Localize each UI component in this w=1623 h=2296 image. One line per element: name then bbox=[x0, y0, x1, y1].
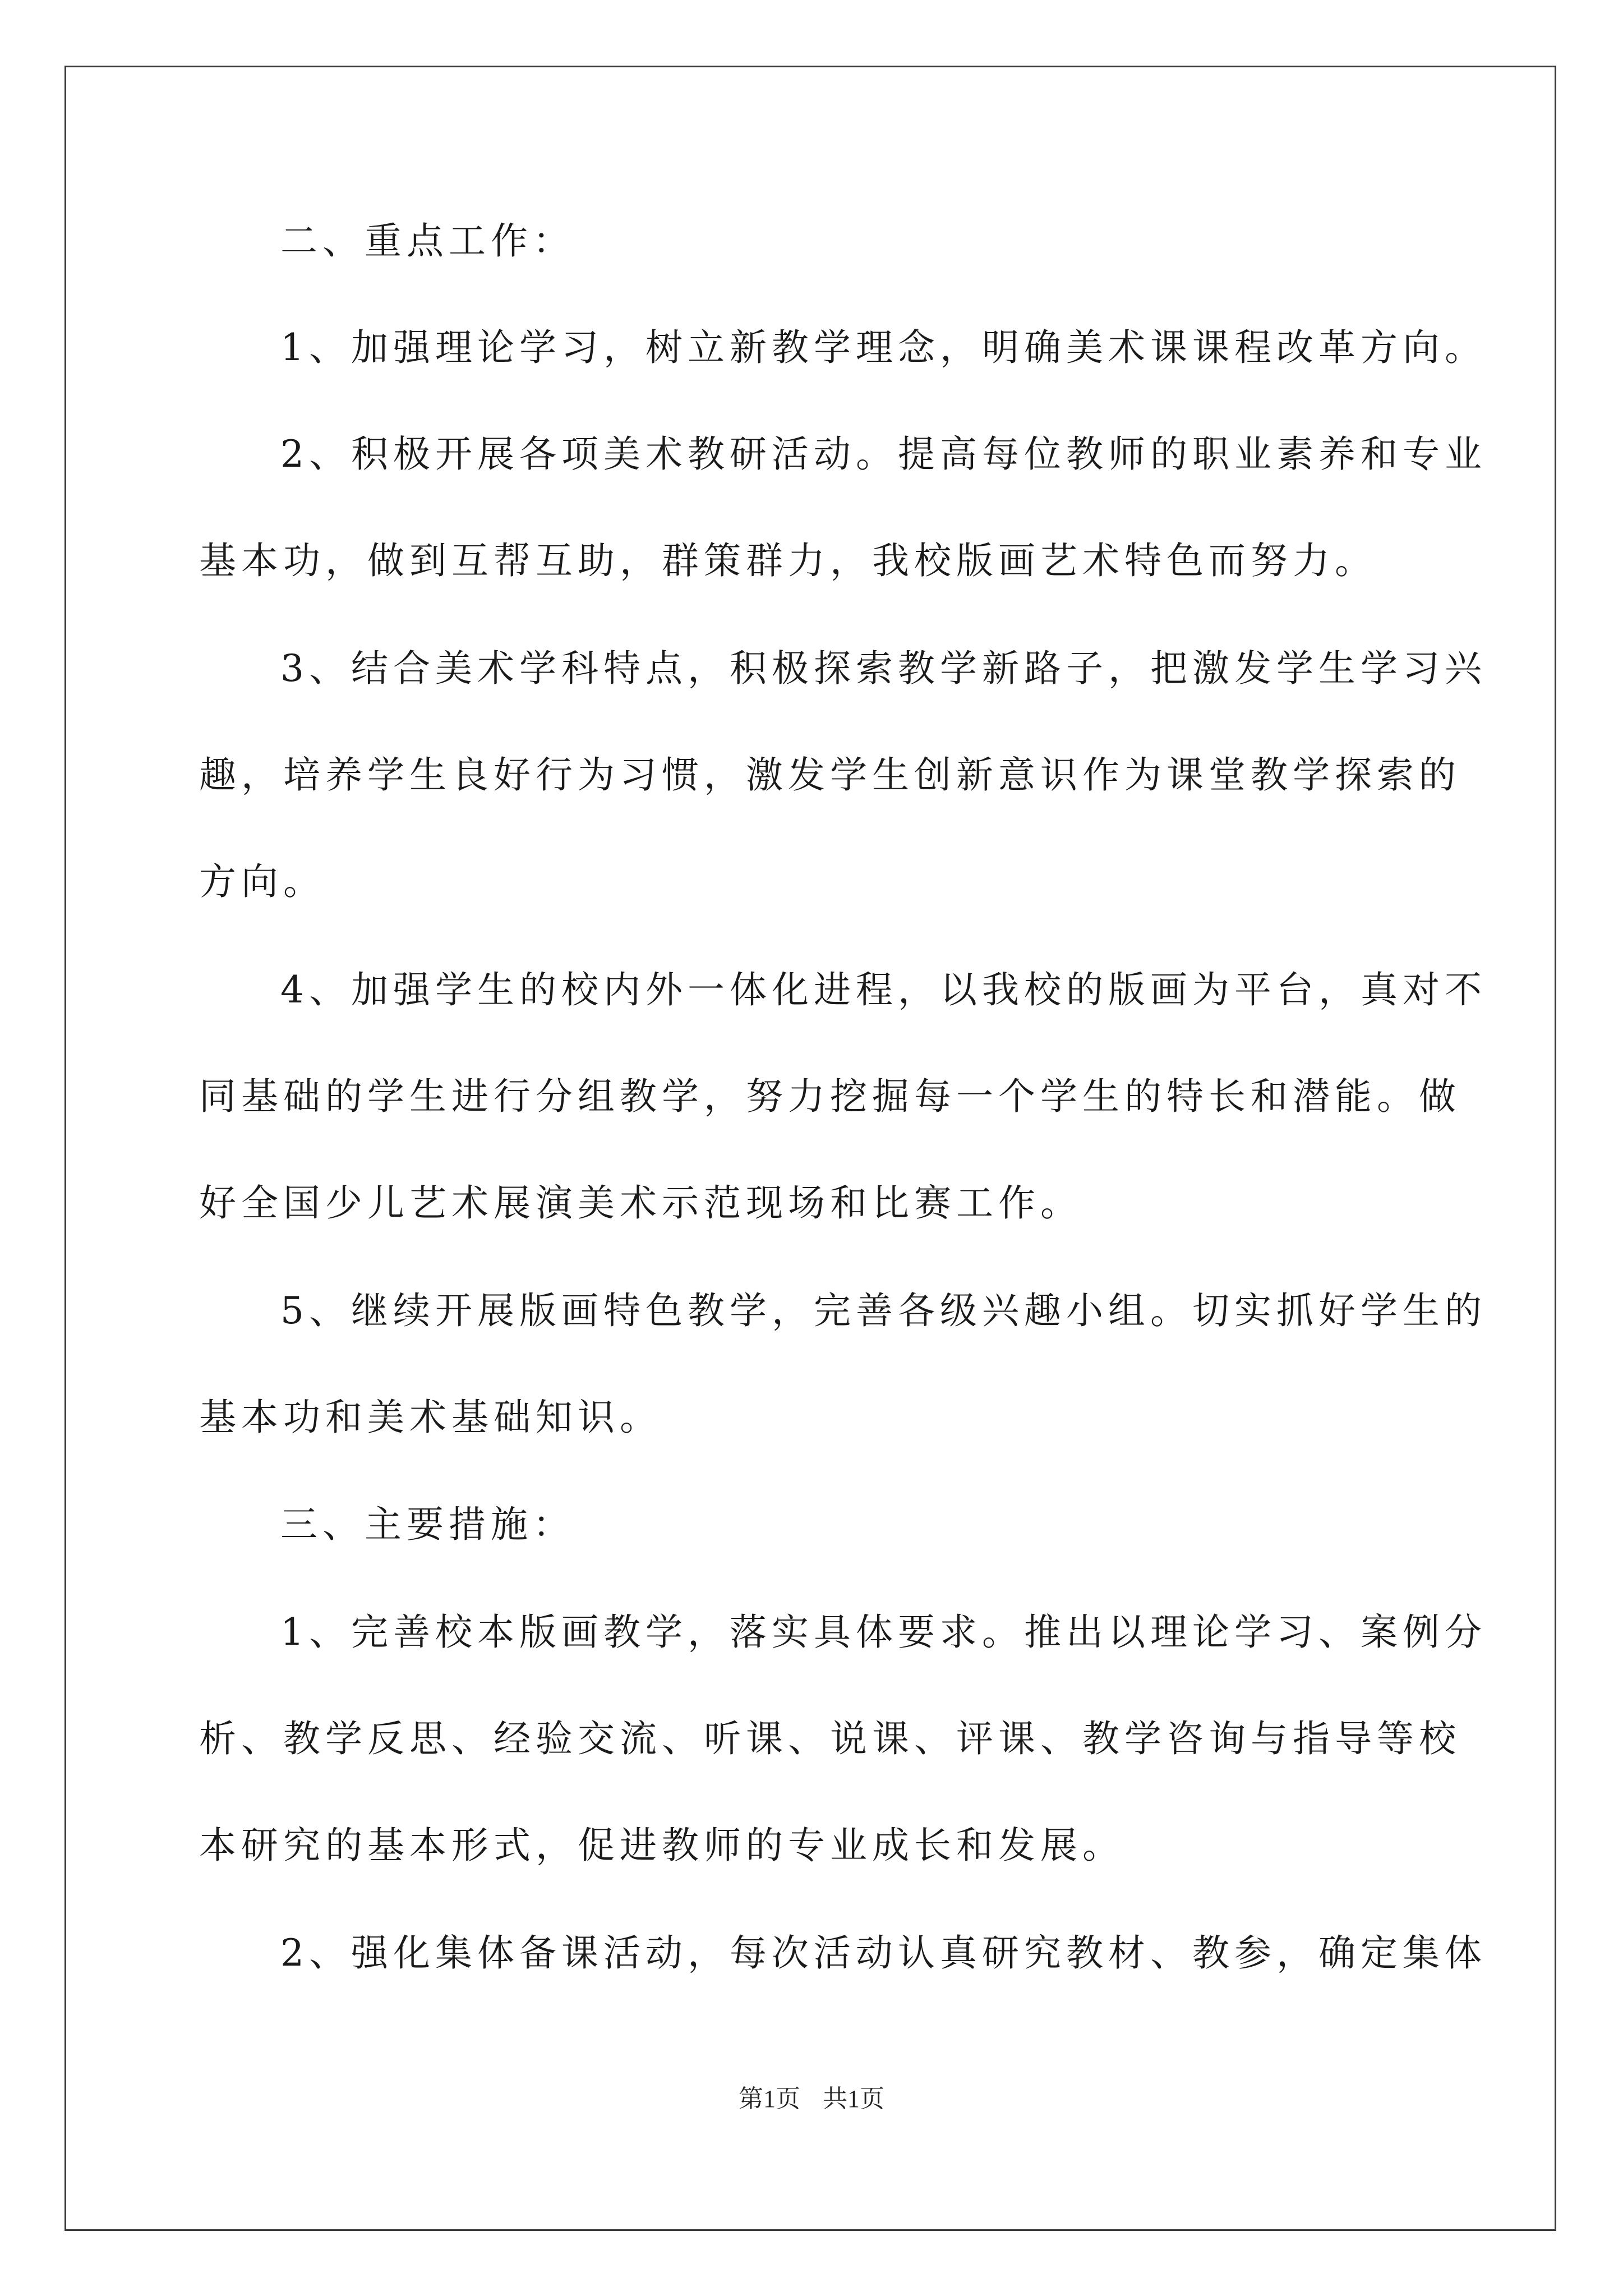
page-border bbox=[64, 66, 1556, 2231]
paragraph-line: 2、积极开展各项美术教研活动。提高每位教师的职业素养和专业 bbox=[280, 432, 1487, 476]
paragraph-line: 1、完善校本版画教学，落实具体要求。推出以理论学习、案例分 bbox=[280, 1611, 1487, 1654]
paragraph-line: 本研究的基本形式，促进教师的专业成长和发展。 bbox=[199, 1824, 1124, 1867]
paragraph-line: 2、强化集体备课活动，每次活动认真研究教材、教参，确定集体 bbox=[280, 1931, 1487, 1975]
page-total: 共1页 bbox=[823, 2085, 884, 2113]
section-heading-key-work: 二、重点工作： bbox=[280, 219, 575, 263]
page-number: 第1页 bbox=[739, 2085, 800, 2113]
paragraph-line: 基本功和美术基础知识。 bbox=[199, 1396, 662, 1439]
paragraph-line: 5、继续开展版画特色教学，完善各级兴趣小组。切实抓好学生的 bbox=[280, 1289, 1487, 1332]
paragraph-line: 同基础的学生进行分组教学，努力挖掘每一个学生的特长和潜能。做 bbox=[199, 1075, 1461, 1118]
paragraph-line: 3、结合美术学科特点，积极探索教学新路子，把激发学生学习兴 bbox=[280, 647, 1487, 690]
paragraph-line: 4、加强学生的校内外一体化进程，以我校的版画为平台，真对不 bbox=[280, 968, 1487, 1011]
section-heading-main-measures: 三、主要措施： bbox=[280, 1503, 575, 1546]
paragraph-line: 1、加强理论学习，树立新教学理念，明确美术课课程改革方向。 bbox=[280, 326, 1487, 369]
paragraph-line: 趣，培养学生良好行为习惯，激发学生创新意识作为课堂教学探索的 bbox=[199, 753, 1461, 797]
page-footer bbox=[0, 2082, 1623, 2116]
paragraph-line: 好全国少儿艺术展演美术示范现场和比赛工作。 bbox=[199, 1181, 1082, 1225]
paragraph-line: 方向。 bbox=[199, 860, 325, 903]
paragraph-line: 析、教学反思、经验交流、听课、说课、评课、教学咨询与指导等校 bbox=[199, 1717, 1461, 1760]
paragraph-line: 基本功，做到互帮互助，群策群力，我校版画艺术特色而努力。 bbox=[199, 539, 1377, 582]
